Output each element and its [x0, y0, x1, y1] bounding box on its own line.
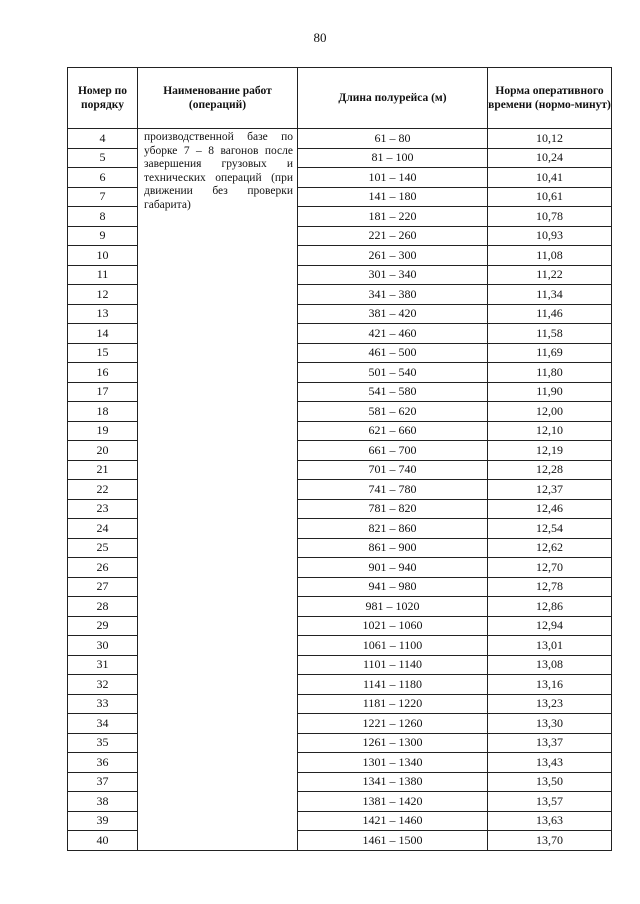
row-number-cell: 26 — [68, 558, 138, 578]
header-num: Номер по порядку — [68, 68, 138, 129]
half-run-length-cell: 1261 – 1300 — [298, 733, 488, 753]
half-run-length-cell: 541 – 580 — [298, 382, 488, 402]
half-run-length-cell: 61 – 80 — [298, 129, 488, 149]
norm-time-cell: 12,86 — [488, 597, 612, 617]
row-number-cell: 28 — [68, 597, 138, 617]
row-number-cell: 21 — [68, 460, 138, 480]
header-length: Длина полурейса (м) — [298, 68, 488, 129]
row-number-cell: 8 — [68, 207, 138, 227]
half-run-length-cell: 81 – 100 — [298, 148, 488, 168]
norm-time-cell: 12,46 — [488, 499, 612, 519]
row-number-cell: 24 — [68, 519, 138, 539]
norm-time-cell: 13,01 — [488, 636, 612, 656]
norm-time-cell: 11,80 — [488, 363, 612, 383]
norm-time-cell: 11,34 — [488, 285, 612, 305]
row-number-cell: 29 — [68, 616, 138, 636]
row-number-cell: 12 — [68, 285, 138, 305]
row-number-cell: 4 — [68, 129, 138, 149]
norm-time-cell: 12,78 — [488, 577, 612, 597]
half-run-length-cell: 461 – 500 — [298, 343, 488, 363]
row-number-cell: 18 — [68, 402, 138, 422]
row-number-cell: 11 — [68, 265, 138, 285]
row-number-cell: 39 — [68, 811, 138, 831]
row-number-cell: 31 — [68, 655, 138, 675]
norm-time-cell: 12,70 — [488, 558, 612, 578]
row-number-cell: 30 — [68, 636, 138, 656]
half-run-length-cell: 781 – 820 — [298, 499, 488, 519]
half-run-length-cell: 221 – 260 — [298, 226, 488, 246]
half-run-length-cell: 701 – 740 — [298, 460, 488, 480]
half-run-length-cell: 661 – 700 — [298, 441, 488, 461]
norm-time-cell: 13,16 — [488, 675, 612, 695]
norm-time-cell: 10,24 — [488, 148, 612, 168]
row-number-cell: 16 — [68, 363, 138, 383]
table-header-row — [68, 68, 612, 129]
half-run-length-cell: 141 – 180 — [298, 187, 488, 207]
norms-table — [67, 67, 612, 851]
row-number-cell: 25 — [68, 538, 138, 558]
row-number-cell: 33 — [68, 694, 138, 714]
norm-time-cell: 10,61 — [488, 187, 612, 207]
row-number-cell: 23 — [68, 499, 138, 519]
norm-time-cell: 13,30 — [488, 714, 612, 734]
half-run-length-cell: 621 – 660 — [298, 421, 488, 441]
row-number-cell: 15 — [68, 343, 138, 363]
header-norm: Норма оперативного времени (нормо-минут) — [488, 68, 612, 129]
half-run-length-cell: 1461 – 1500 — [298, 831, 488, 851]
row-number-cell: 5 — [68, 148, 138, 168]
half-run-length-cell: 1061 – 1100 — [298, 636, 488, 656]
row-number-cell: 35 — [68, 733, 138, 753]
norm-time-cell: 13,63 — [488, 811, 612, 831]
half-run-length-cell: 901 – 940 — [298, 558, 488, 578]
row-number-cell: 13 — [68, 304, 138, 324]
half-run-length-cell: 101 – 140 — [298, 168, 488, 188]
norm-time-cell: 11,58 — [488, 324, 612, 344]
half-run-length-cell: 261 – 300 — [298, 246, 488, 266]
norm-time-cell: 10,41 — [488, 168, 612, 188]
row-number-cell: 36 — [68, 753, 138, 773]
norm-time-cell: 13,23 — [488, 694, 612, 714]
row-number-cell: 10 — [68, 246, 138, 266]
half-run-length-cell: 1301 – 1340 — [298, 753, 488, 773]
norm-time-cell: 12,10 — [488, 421, 612, 441]
norm-time-cell: 11,08 — [488, 246, 612, 266]
norm-time-cell: 13,43 — [488, 753, 612, 773]
half-run-length-cell: 341 – 380 — [298, 285, 488, 305]
half-run-length-cell: 861 – 900 — [298, 538, 488, 558]
half-run-length-cell: 181 – 220 — [298, 207, 488, 227]
half-run-length-cell: 1021 – 1060 — [298, 616, 488, 636]
row-number-cell: 34 — [68, 714, 138, 734]
half-run-length-cell: 1141 – 1180 — [298, 675, 488, 695]
norm-time-cell: 11,90 — [488, 382, 612, 402]
half-run-length-cell: 1421 – 1460 — [298, 811, 488, 831]
half-run-length-cell: 501 – 540 — [298, 363, 488, 383]
row-number-cell: 32 — [68, 675, 138, 695]
half-run-length-cell: 821 – 860 — [298, 519, 488, 539]
half-run-length-cell: 581 – 620 — [298, 402, 488, 422]
norm-time-cell: 13,08 — [488, 655, 612, 675]
norm-time-cell: 13,70 — [488, 831, 612, 851]
half-run-length-cell: 941 – 980 — [298, 577, 488, 597]
norm-time-cell: 12,54 — [488, 519, 612, 539]
row-number-cell: 7 — [68, 187, 138, 207]
norm-time-cell: 11,69 — [488, 343, 612, 363]
row-number-cell: 19 — [68, 421, 138, 441]
half-run-length-cell: 741 – 780 — [298, 480, 488, 500]
norm-time-cell: 13,57 — [488, 792, 612, 812]
half-run-length-cell: 1341 – 1380 — [298, 772, 488, 792]
operation-description-cell: производственной базе по уборке 7 – 8 вагонов после завершения грузовых и технических операций (при движении без проверки габарита) — [138, 129, 298, 851]
norm-time-cell: 12,94 — [488, 616, 612, 636]
row-number-cell: 40 — [68, 831, 138, 851]
half-run-length-cell: 1381 – 1420 — [298, 792, 488, 812]
row-number-cell: 14 — [68, 324, 138, 344]
row-number-cell: 9 — [68, 226, 138, 246]
row-number-cell: 37 — [68, 772, 138, 792]
table-row — [68, 129, 612, 149]
norm-time-cell: 12,62 — [488, 538, 612, 558]
row-number-cell: 22 — [68, 480, 138, 500]
half-run-length-cell: 381 – 420 — [298, 304, 488, 324]
norm-time-cell: 10,12 — [488, 129, 612, 149]
norm-time-cell: 12,00 — [488, 402, 612, 422]
norm-time-cell: 11,22 — [488, 265, 612, 285]
norm-time-cell: 11,46 — [488, 304, 612, 324]
half-run-length-cell: 981 – 1020 — [298, 597, 488, 617]
half-run-length-cell: 301 – 340 — [298, 265, 488, 285]
row-number-cell: 17 — [68, 382, 138, 402]
norm-time-cell: 12,28 — [488, 460, 612, 480]
table-body — [68, 129, 612, 851]
half-run-length-cell: 1101 – 1140 — [298, 655, 488, 675]
header-name: Наименование работ (операций) — [138, 68, 298, 129]
row-number-cell: 27 — [68, 577, 138, 597]
norm-time-cell: 10,93 — [488, 226, 612, 246]
row-number-cell: 38 — [68, 792, 138, 812]
norm-time-cell: 10,78 — [488, 207, 612, 227]
row-number-cell: 20 — [68, 441, 138, 461]
norm-time-cell: 12,37 — [488, 480, 612, 500]
norm-time-cell: 12,19 — [488, 441, 612, 461]
row-number-cell: 6 — [68, 168, 138, 188]
page-number: 80 — [313, 30, 327, 45]
half-run-length-cell: 1221 – 1260 — [298, 714, 488, 734]
norm-time-cell: 13,37 — [488, 733, 612, 753]
half-run-length-cell: 421 – 460 — [298, 324, 488, 344]
norm-time-cell: 13,50 — [488, 772, 612, 792]
half-run-length-cell: 1181 – 1220 — [298, 694, 488, 714]
